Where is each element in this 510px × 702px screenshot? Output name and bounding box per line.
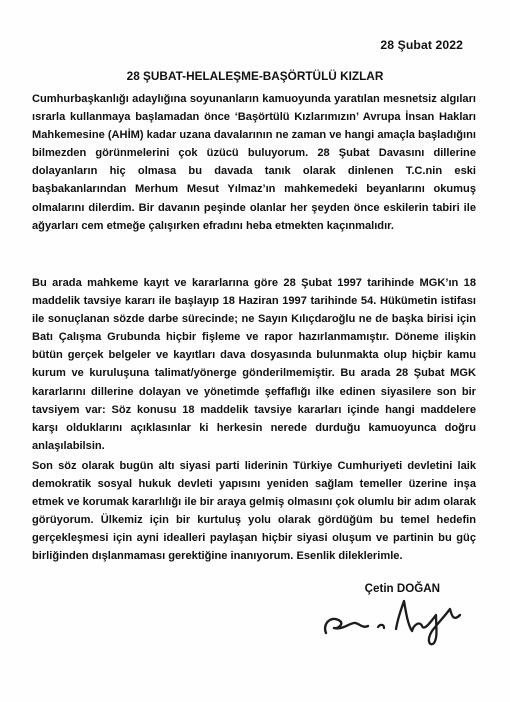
- paragraph-1: Cumhurbaşkanlığı adaylığına soyunanların kamuoyunda yaratılan mesnetsiz algıları ısrarla kullanmaya başlamadan önce ‘Başörtülü Kızlarımızın’ Avrupa İnsan Hakları Mahkemesine (AHİM) kadar uzana davalarının ne zaman ve hangi amaçla başladığını bilmezden görünmelerini çok üzücü buluyorum. 28 Şubat Davasını dillerine dolayanların hiç olmasa bu davada tanık olarak dinlenen T.C.nin eski başbakanlarından Merhum Mesut Yılmaz’ın mahkemedeki beyanlarını okumuş olmalarını dilerdim. Bir davanın peşinde olanlar her şeyden önce eskilerin tabiri ile ağyarları cem etmeğe çalışırken efradını heba etmekten kaçınmalıdır.: [32, 93, 476, 232]
- paragraph-2: Bu arada mahkeme kayıt ve kararlarına göre 28 Şubat 1997 tarihinde MGK’ın 18 maddelik tavsiye kararı ile başlayıp 18 Haziran 1997 tarihinde 54. Hükümetin istifası ile sonuçlanan sözde darbe sürecinde; ne Sayın Kılıçdaroğlu ne de başka birisi için Batı Çalışma Grubunda hiçbir fişleme ve rapor hazırlanmamıştır. Döneme ilişkin bütün gerçek belgeler ve kayıtları dava dosyasında bulunmakta olup hiçbir kamu kurum ve kuruluşuna talimat/yönerge gönderilmemiştir. Bu arada 28 Şubat MGK kararlarını dillerine dolayan ve yönetimde şeffaflığı ilke edinen siyasilere son bir tavsiyem var: Söz konusu 18 maddelik tavsiye kararları içinde hangi maddelere karşı olduklarını açıklasınlar ki herkesin nerede durduğu kamuoyunca doğru anlaşılabilsin.: [32, 277, 476, 452]
- document-date: 28 Şubat 2022: [380, 38, 463, 52]
- document-title: 28 ŞUBAT-HELALEŞME-BAŞÖRTÜLÜ KIZLAR: [126, 69, 384, 83]
- signature-stroke-3: [396, 601, 460, 644]
- signature-stroke-2: [378, 625, 384, 628]
- signature-name: Çetin DOĞAN: [364, 582, 440, 595]
- handwritten-signature: [318, 593, 478, 649]
- paragraph-3: Son söz olarak bugün altı siyasi parti liderinin Türkiye Cumhuriyeti devletini laik demokratik sosyal hukuk devleti yapısını yeniden sağlam temeller üzerine inşa etmek ve korumak kararlılığı ile bir araya gelmiş olmasını çok olumlu bir adım olarak görüyorum. Ülkemiz için bir kurtuluş yolu olarak gördüğüm bu temel hedefin gerçekleşmesi için ayni idealleri paylaşan hiçbir siyasi oluşum ve partinin bu güç birliğinden dışlanmaması gerektiğine inanıyorum. Esenlik dileklerimle.: [32, 460, 476, 563]
- signature-stroke-1: [325, 619, 368, 633]
